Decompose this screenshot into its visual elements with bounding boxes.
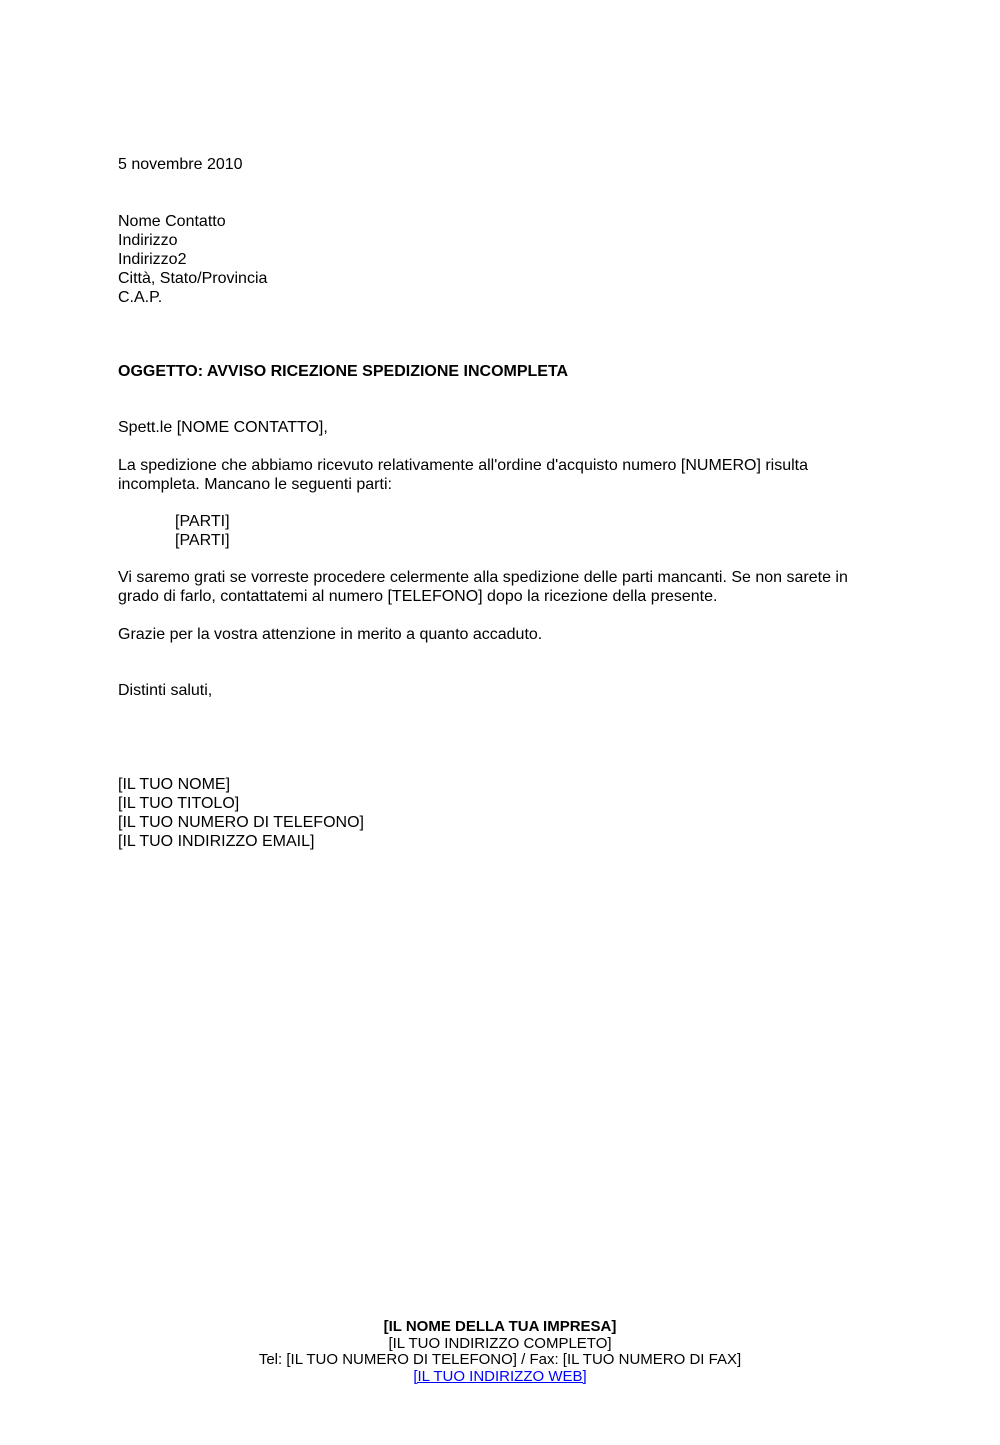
recipient-address-block bbox=[118, 212, 882, 307]
recipient-postal-code: C.A.P. bbox=[118, 289, 163, 306]
body-paragraph-2 bbox=[118, 568, 882, 606]
salutation: Spett.le [NOME CONTATTO], bbox=[118, 419, 328, 436]
website-link[interactable]: [IL TUO INDIRIZZO WEB] bbox=[413, 1367, 587, 1385]
signature-name: [IL TUO NOME] bbox=[118, 776, 231, 793]
letter-date: 5 novembre 2010 bbox=[118, 156, 243, 173]
recipient-address-1: Indirizzo bbox=[118, 232, 178, 249]
signature-block bbox=[118, 775, 882, 851]
recipient-address-2: Indirizzo2 bbox=[118, 251, 187, 268]
body-paragraph-1-line-1: La spedizione che abbiamo ricevuto relativamente all'ordine d'acquisto numero [NUMERO] risulta bbox=[118, 457, 809, 474]
closing-salutation: Distinti saluti, bbox=[118, 682, 213, 699]
body-paragraph-1-line-2: incompleta. Mancano le seguenti parti: bbox=[118, 476, 392, 493]
missing-part-item: [PARTI] bbox=[175, 513, 230, 530]
signature-phone: [IL TUO NUMERO DI TELEFONO] bbox=[118, 814, 364, 831]
recipient-name: Nome Contatto bbox=[118, 213, 226, 230]
footer-company-name: [IL NOME DELLA TUA IMPRESA] bbox=[383, 1318, 617, 1335]
body-paragraph-1 bbox=[118, 456, 882, 494]
missing-part-item: [PARTI] bbox=[175, 532, 230, 549]
signature-title: [IL TUO TITOLO] bbox=[118, 795, 240, 812]
recipient-city-state: Città, Stato/Provincia bbox=[118, 270, 268, 287]
footer-tel-fax: Tel: [IL TUO NUMERO DI TELEFONO] / Fax: [IL TUO NUMERO DI FAX] bbox=[258, 1351, 742, 1368]
body-paragraph-2-line-2: grado di farlo, contattatemi al numero [TELEFONO] dopo la ricezione della presente. bbox=[118, 588, 718, 605]
letter-footer bbox=[0, 1319, 1000, 1385]
footer-address: [IL TUO INDIRIZZO COMPLETO] bbox=[388, 1334, 612, 1352]
signature-email: [IL TUO INDIRIZZO EMAIL] bbox=[118, 833, 315, 850]
missing-parts-list bbox=[118, 512, 882, 550]
letter-page bbox=[0, 155, 1000, 851]
body-paragraph-3: Grazie per la vostra attenzione in merito a quanto accaduto. bbox=[118, 626, 543, 643]
subject-line: OGGETTO: AVVISO RICEZIONE SPEDIZIONE INCOMPLETA bbox=[118, 363, 569, 380]
body-paragraph-2-line-1: Vi saremo grati se vorreste procedere celermente alla spedizione delle parti mancanti. Se non sarete in bbox=[118, 569, 848, 586]
